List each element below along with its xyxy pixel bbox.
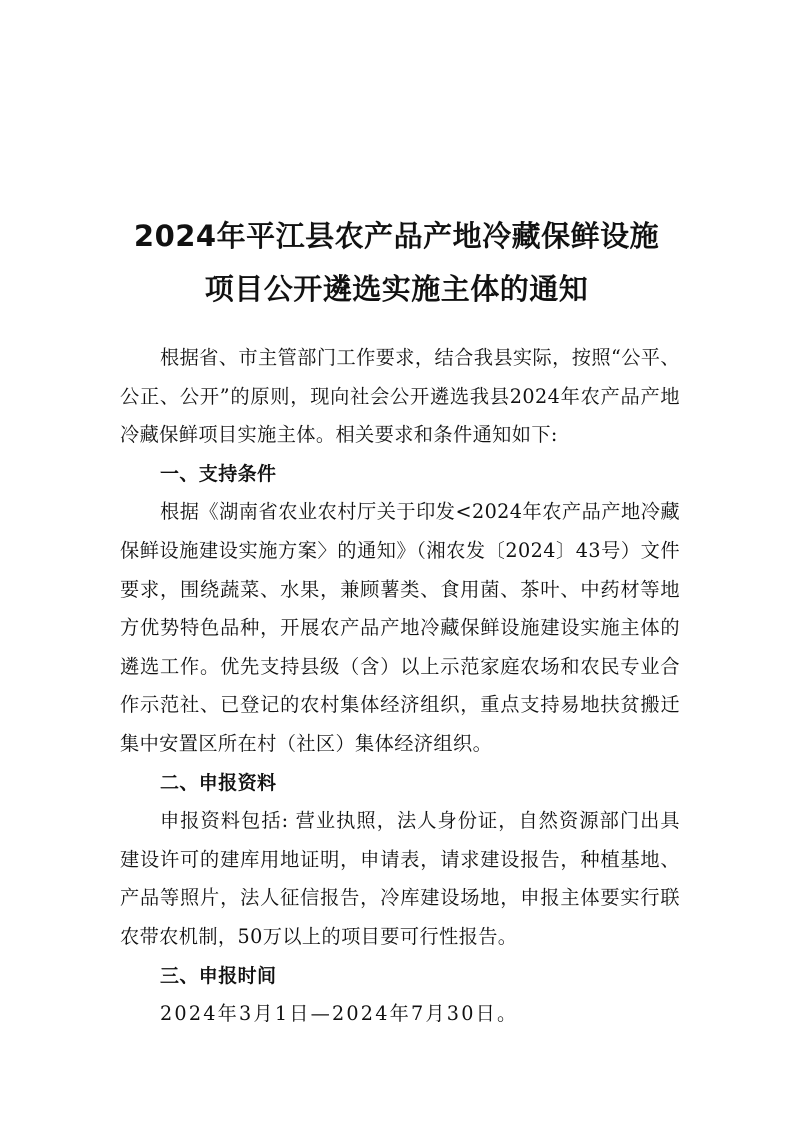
section-text-application-materials: 申报资料包括: 营业执照，法人身份证，自然资源部门出具建设许可的建库用地证明，申请表，请求建设报告，种植基地、产品等照片，法人征信报告，冷库建设场地，申报主体要实行联农带农机制，50万以上的项目要可行性报告。 [120, 809, 680, 948]
document-title-line-2: 项目公开遴选实施主体的通知 [204, 272, 589, 306]
section-heading-application-materials: 二、申报资料 [160, 771, 277, 794]
section-heading-application-time: 三、申报时间 [160, 964, 277, 987]
document-body [120, 339, 680, 1034]
document-title-line-1: 2024年平江县农产品产地冷藏保鲜设施 [133, 219, 660, 253]
section-text-application-time: 2024年3月1日—2024年7月30日。 [160, 1002, 519, 1026]
section-text-support-conditions: 根据《湖南省农业农村厅关于印发<2024年农产品产地冷藏保鲜设施建设实施方案〉的通知》（湘农发〔2024〕43号）文件要求，围绕蔬菜、水果，兼顾薯类、食用菌、茶叶、中药材等地方优势特色品种，开展农产品产地冷藏保鲜设施建设实施主体的遴选工作。优先支持县级（含）以上示范家庭农场和农民专业合作示范社、已登记的农村集体经济组织，重点支持易地扶贫搬迁集中安置区所在村（社区）集体经济组织。 [120, 500, 680, 755]
intro-paragraph: 根据省、市主管部门工作要求，结合我县实际，按照“公平、公正、公开”的原则，现向社会公开遴选我县2024年农产品产地冷藏保鲜项目实施主体。相关要求和条件通知如下: [120, 346, 680, 447]
section-heading-support-conditions: 一、支持条件 [160, 462, 277, 485]
